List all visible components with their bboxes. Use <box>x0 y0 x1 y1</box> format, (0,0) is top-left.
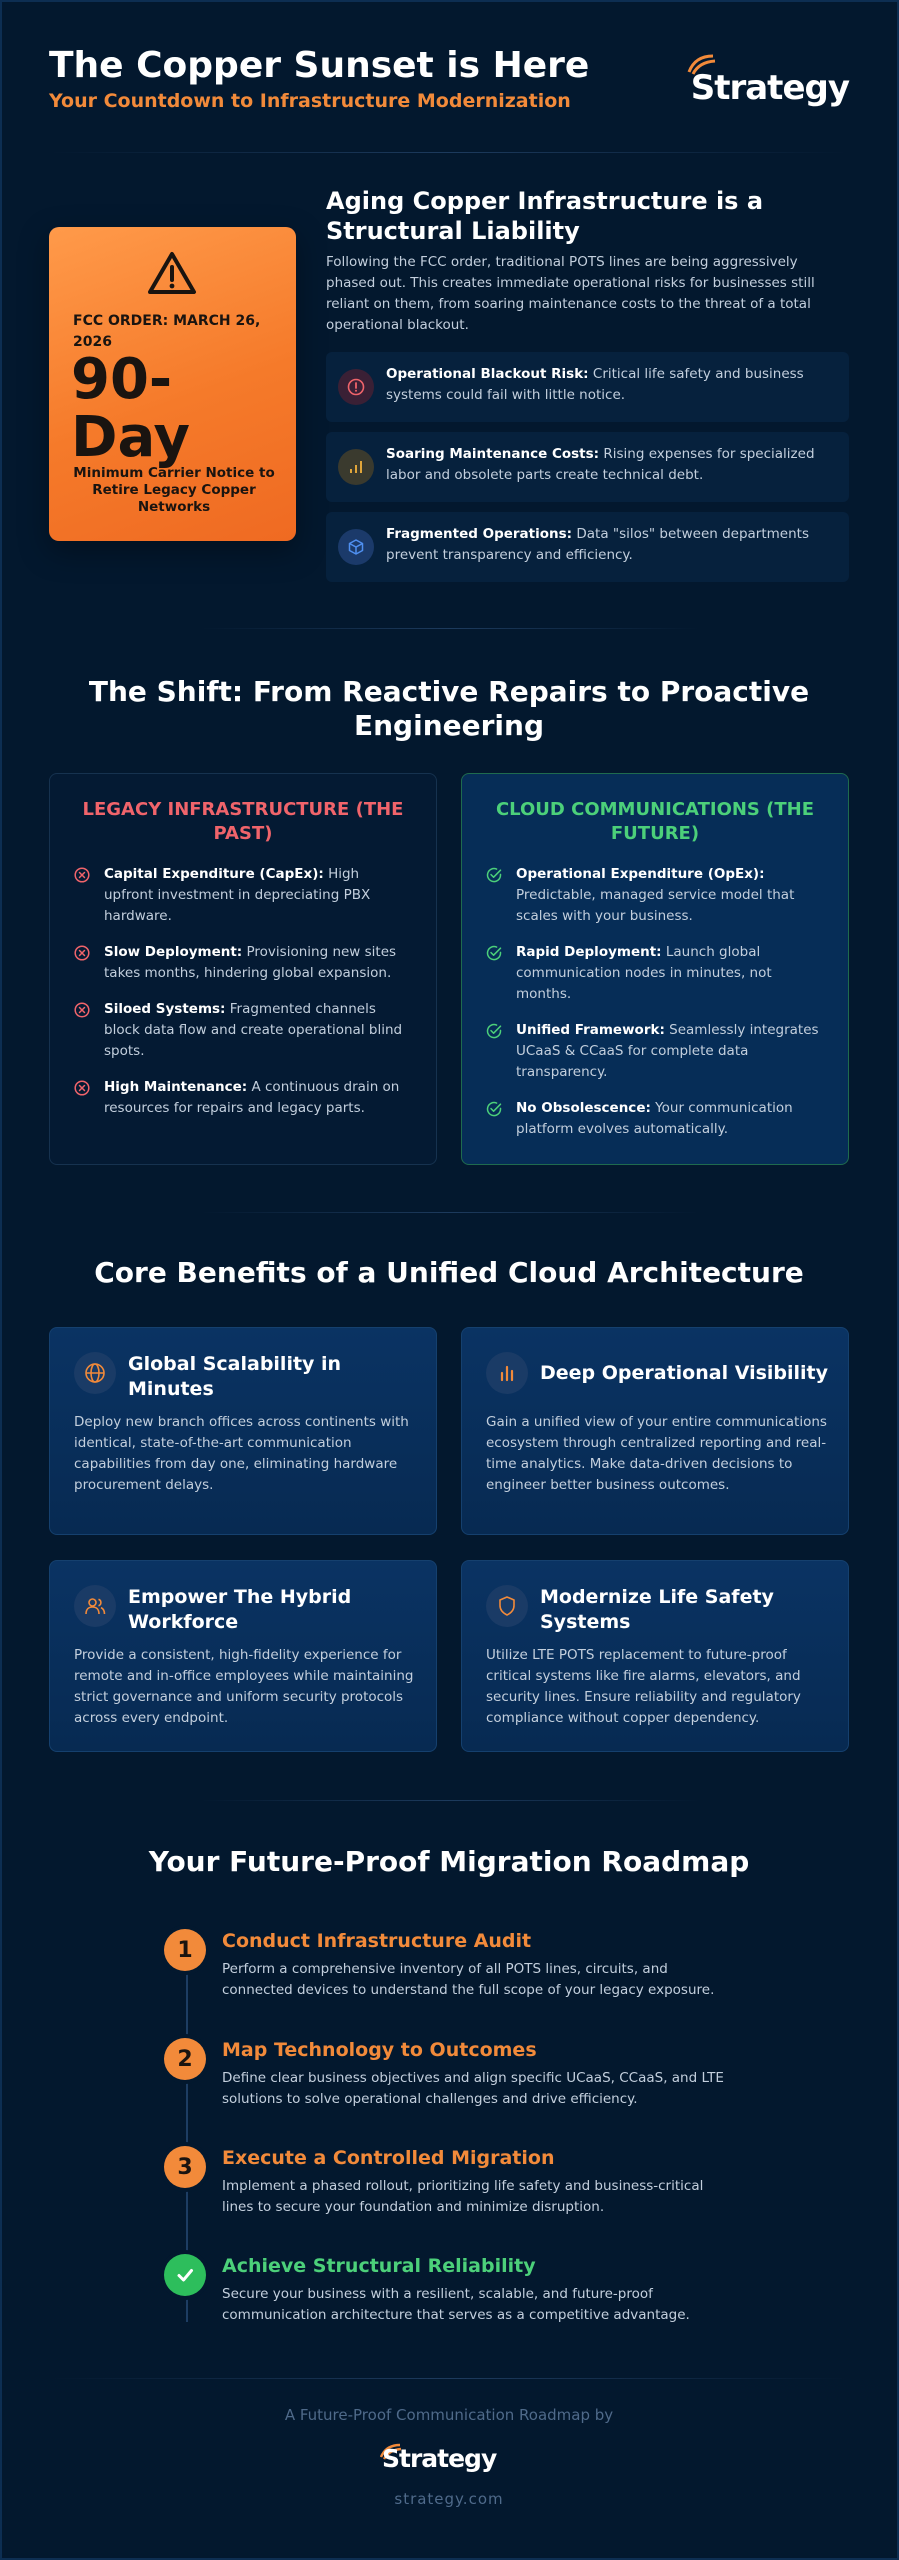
cloud-item-text: Your communication platform evolves automatically. <box>516 1100 793 1137</box>
risk-text: Data "silos" between departments prevent transparency and efficiency. <box>386 526 809 563</box>
risk-item-blackout <box>326 352 849 422</box>
legacy-heading: LEGACY INFRASTRUCTURE (THE PAST) <box>82 799 404 844</box>
legacy-item <box>74 942 412 984</box>
step-title: Achieve Structural Reliability <box>222 2255 536 2277</box>
risk-text: Critical life safety and business systems could fail with little notice. <box>386 366 804 403</box>
bar-chart-icon <box>486 1352 528 1394</box>
risk-title: Fragmented Operations: <box>386 526 573 542</box>
cloud-item-title: Rapid Deployment: <box>516 944 662 960</box>
legacy-item <box>74 999 412 1062</box>
benefit-card-workforce <box>49 1560 437 1752</box>
step-title: Conduct Infrastructure Audit <box>222 1930 532 1952</box>
logo-text: Strategy <box>382 2444 497 2473</box>
legacy-item-text: A continuous drain on resources for repairs and legacy parts. <box>104 1079 400 1116</box>
cloud-item <box>486 864 824 927</box>
risk-title: Operational Blackout Risk: <box>386 366 589 382</box>
step-number: 3 <box>164 2146 206 2188</box>
step-body: Implement a phased rollout, prioritizing life safety and business-critical lines to secure your foundation and minimize disruption. <box>222 2178 704 2215</box>
risk-item-fragmented <box>326 512 849 582</box>
step-number: 1 <box>164 1929 206 1971</box>
legacy-item-text: High upfront investment in depreciating PBX hardware. <box>104 866 371 924</box>
benefit-card-scalability <box>49 1327 437 1535</box>
legacy-item <box>74 1077 412 1119</box>
benefit-title: Modernize Life Safety Systems <box>540 1586 774 1633</box>
benefit-body: Deploy new branch offices across continents with identical, state-of-the-art communication capabilities from day one, eliminating hardware procurement delays. <box>74 1414 409 1493</box>
legacy-item-title: High Maintenance: <box>104 1079 248 1095</box>
shield-icon <box>486 1585 528 1627</box>
liability-title: Aging Copper Infrastructure is a Structural Liability <box>326 187 764 245</box>
footer-logo[interactable] <box>380 2440 520 2480</box>
x-circle-icon <box>74 1002 90 1018</box>
divider <box>200 1212 700 1213</box>
benefit-title: Deep Operational Visibility <box>540 1362 829 1384</box>
x-circle-icon <box>74 1080 90 1096</box>
check-circle-icon <box>486 867 502 883</box>
check-circle-icon <box>486 945 502 961</box>
legacy-item-title: Siloed Systems: <box>104 1001 226 1017</box>
legacy-item <box>74 864 412 927</box>
cloud-item-text: Predictable, managed service model that scales with your business. <box>516 887 795 924</box>
cloud-item <box>486 1020 824 1083</box>
x-circle-icon <box>74 945 90 961</box>
bar-chart-icon <box>338 449 374 485</box>
divider <box>49 2378 849 2379</box>
cloud-item-title: No Obsolescence: <box>516 1100 651 1116</box>
step-body: Perform a comprehensive inventory of all POTS lines, circuits, and connected devices to understand the full scope of your legacy exposure. <box>222 1961 715 1998</box>
alert-circle-icon <box>338 369 374 405</box>
divider <box>200 628 700 629</box>
countdown-days: 90-Day <box>71 347 191 470</box>
benefit-card-visibility <box>461 1327 849 1535</box>
liability-body: Following the FCC order, traditional POTS lines are being aggressively phased out. This creates immediate operational risks for businesses still reliant on them, from soaring maintenance costs to the threat of a total operational blackout. <box>326 254 815 333</box>
fcc-order-label: FCC ORDER: MARCH 26, 2026 <box>73 313 261 350</box>
cloud-item-title: Unified Framework: <box>516 1022 665 1038</box>
legacy-card <box>49 773 437 1165</box>
step-body: Secure your business with a resilient, scalable, and future-proof communication architecture that serves as a competitive advantage. <box>222 2286 690 2323</box>
cloud-card <box>461 773 849 1165</box>
legacy-item-text: Provisioning new sites takes months, hindering global expansion. <box>104 944 397 981</box>
warning-icon <box>147 251 197 295</box>
benefit-card-life-safety <box>461 1560 849 1752</box>
countdown-notice: Minimum Carrier Notice to Retire Legacy Copper Networks <box>73 465 275 515</box>
benefits-title: Core Benefits of a Unified Cloud Architecture <box>94 1256 804 1289</box>
globe-icon <box>74 1352 116 1394</box>
countdown-card <box>49 227 296 541</box>
header <box>49 44 849 124</box>
legacy-item-title: Slow Deployment: <box>104 944 243 960</box>
step-number: 2 <box>164 2038 206 2080</box>
footer-url[interactable]: strategy.com <box>394 2490 504 2508</box>
brand-logo[interactable] <box>691 58 849 108</box>
step-title: Execute a Controlled Migration <box>222 2147 555 2169</box>
legacy-item-text: Fragmented channels block data flow and create operational blind spots. <box>104 1001 403 1059</box>
check-circle-icon <box>486 1023 502 1039</box>
risk-title: Soaring Maintenance Costs: <box>386 446 600 462</box>
divider <box>49 152 849 153</box>
benefit-body: Provide a consistent, high-fidelity experience for remote and in-office employees while maintaining strict governance and uniform security protocols across every endpoint. <box>74 1647 414 1726</box>
x-circle-icon <box>74 867 90 883</box>
benefit-body: Utilize LTE POTS replacement to future-proof critical systems like fire alarms, elevators, and security lines. Ensure reliability and regulatory compliance without copper dependency. <box>486 1647 801 1726</box>
cloud-item <box>486 942 824 1005</box>
benefit-title: Global Scalability in Minutes <box>128 1353 342 1400</box>
cloud-heading: CLOUD COMMUNICATIONS (THE FUTURE) <box>495 799 815 844</box>
cloud-item-text: Seamlessly integrates UCaaS & CCaaS for complete data transparency. <box>516 1022 819 1080</box>
page-title: The Copper Sunset is Here <box>49 45 590 86</box>
cloud-item-text: Launch global communication nodes in minutes, not months. <box>516 944 772 1002</box>
footer-byline: A Future-Proof Communication Roadmap by <box>284 2406 614 2424</box>
divider <box>200 1800 700 1801</box>
logo-swoosh-icon <box>687 52 721 76</box>
cloud-item-title: Operational Expenditure (OpEx): <box>516 866 765 882</box>
risk-text: Rising expenses for specialized labor and obsolete parts create technical debt. <box>386 446 815 483</box>
cloud-item <box>486 1098 824 1140</box>
risk-item-maintenance <box>326 432 849 502</box>
benefit-body: Gain a unified view of your entire communications ecosystem through centralized reporting and real-time analytics. Make data-driven decisions to engineer better business outcomes. <box>486 1414 827 1493</box>
logo-text: Strategy <box>690 68 849 108</box>
benefit-title: Empower The Hybrid Workforce <box>128 1586 352 1633</box>
check-icon <box>164 2254 206 2296</box>
check-circle-icon <box>486 1101 502 1117</box>
cube-icon <box>338 529 374 565</box>
shift-title: The Shift: From Reactive Repairs to Proactive Engineering <box>88 675 810 742</box>
step-title: Map Technology to Outcomes <box>222 2039 537 2061</box>
users-icon <box>74 1585 116 1627</box>
roadmap-title: Your Future-Proof Migration Roadmap <box>148 1845 750 1878</box>
step-body: Define clear business objectives and align specific UCaaS, CCaaS, and LTE solutions to solve operational challenges and drive efficiency. <box>222 2070 724 2107</box>
page-subtitle: Your Countdown to Infrastructure Modernization <box>49 90 571 112</box>
legacy-item-title: Capital Expenditure (CapEx): <box>104 866 324 882</box>
